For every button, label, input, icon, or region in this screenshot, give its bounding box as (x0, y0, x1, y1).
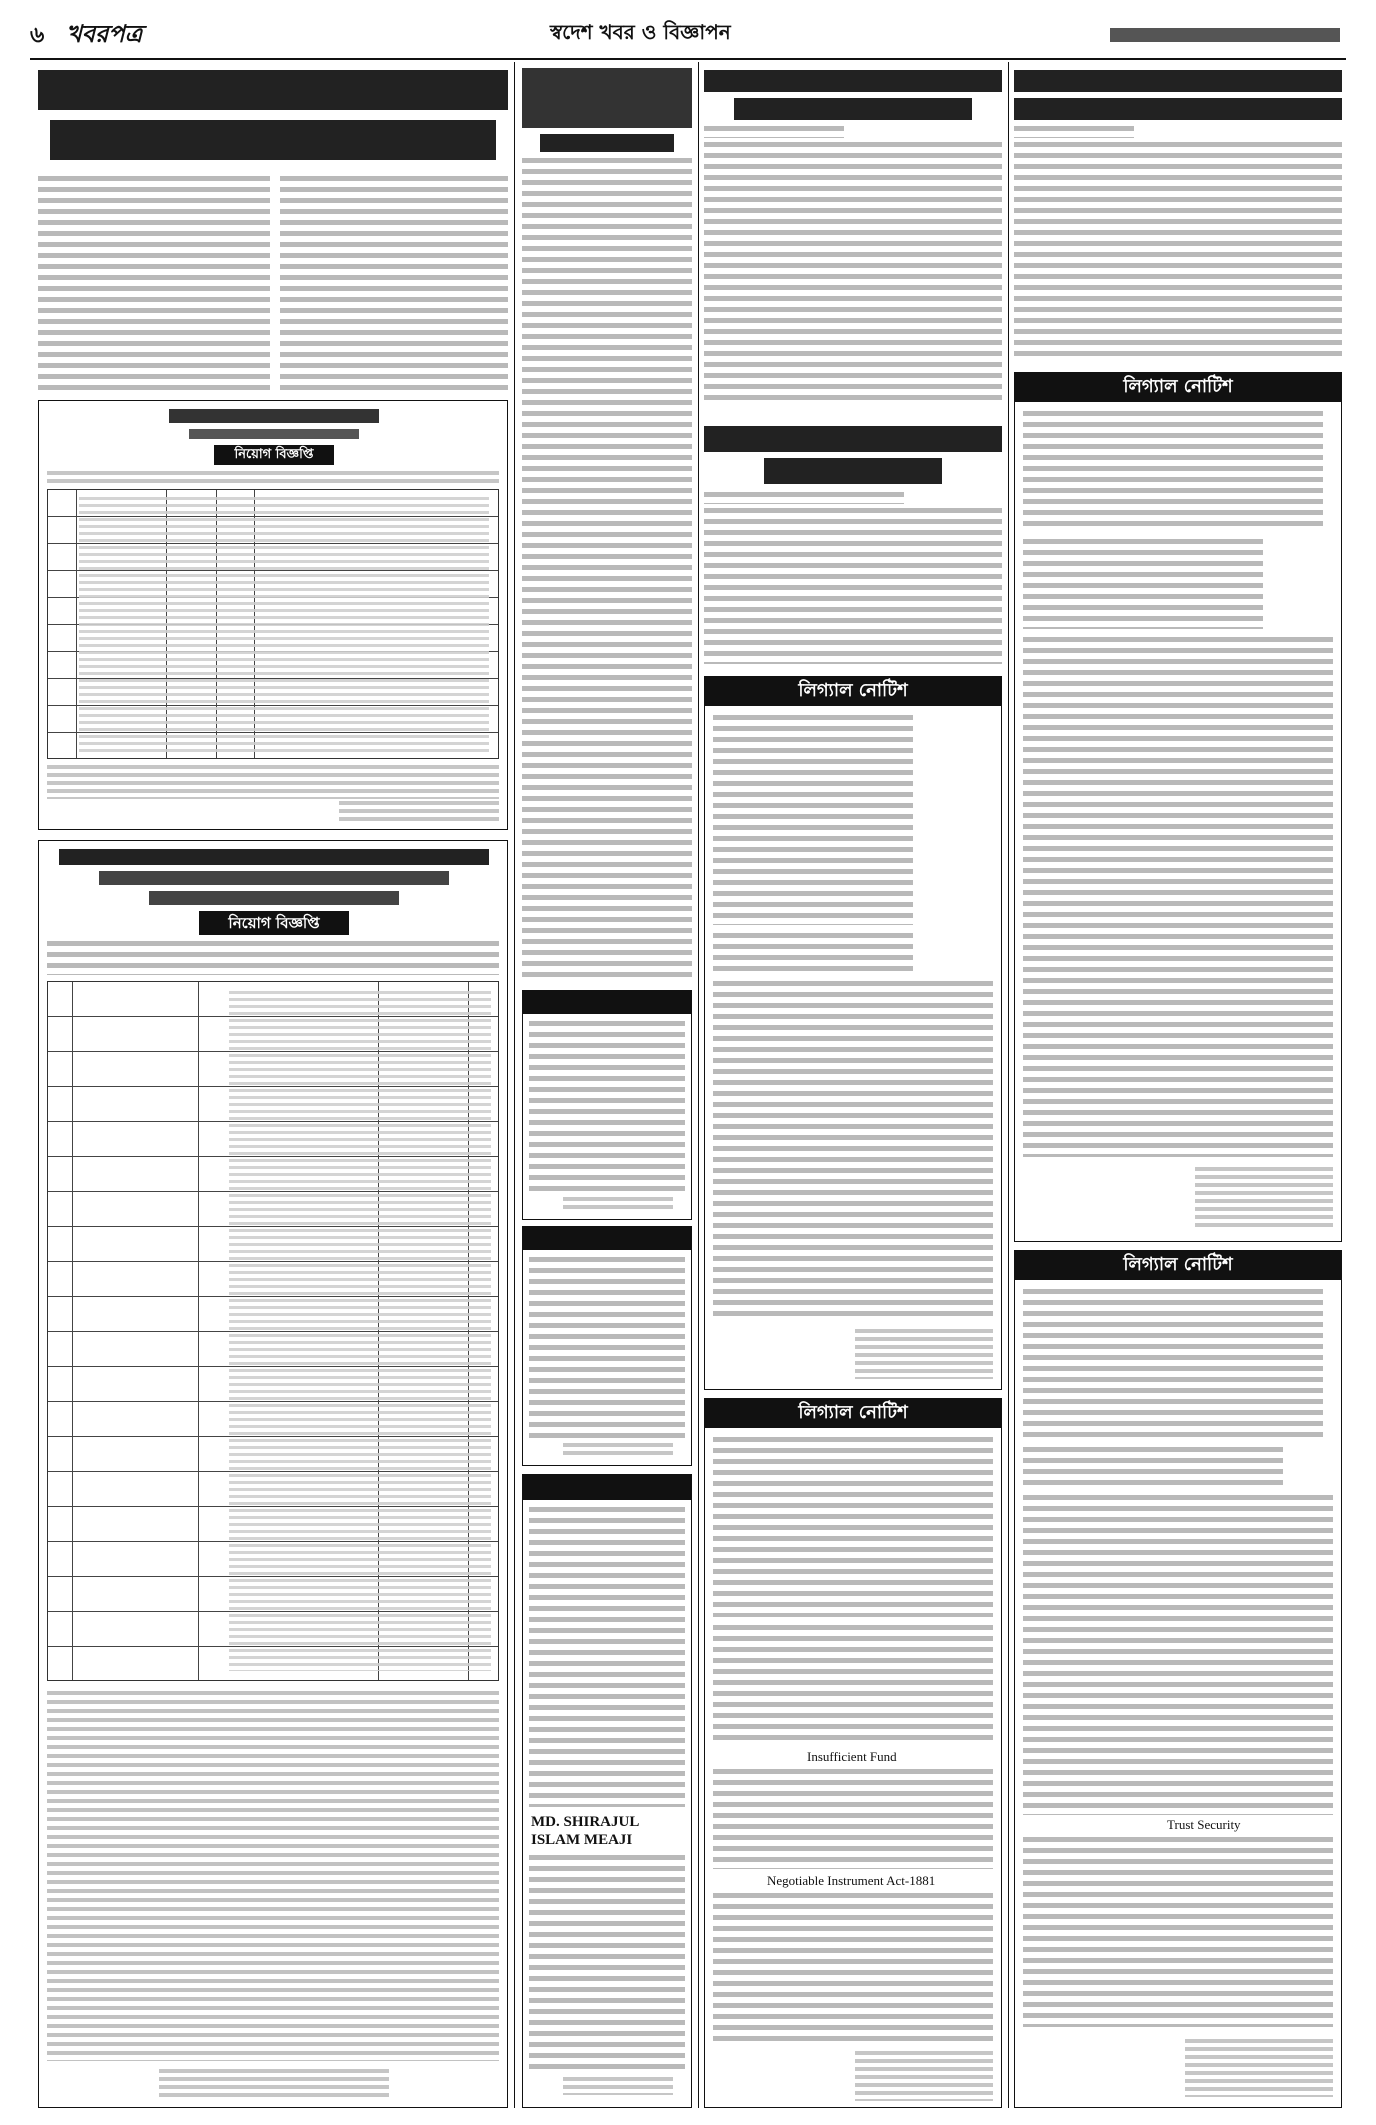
ganja-headline-1 (704, 426, 1002, 452)
dateline (1110, 28, 1340, 42)
masthead-rule (30, 58, 1346, 60)
legal-notice-col4-2-recipient (1023, 1289, 1323, 1439)
food-fine-body (1014, 142, 1342, 360)
paper-name-logo: খবরপত্র (66, 20, 143, 48)
affidavit-title (522, 1474, 692, 1500)
legal-notice-col3-1-sender (713, 933, 913, 973)
lost-notice-2-title (522, 1226, 692, 1250)
ganja-headline-2 (764, 458, 942, 484)
madrasa-footnote (47, 765, 499, 799)
legal-notice-col4-2 (1014, 1250, 1342, 2108)
masthead (30, 14, 1346, 58)
madrasa-intro (47, 471, 499, 485)
prayer-story-body (704, 142, 1002, 406)
affidavit-english-name: MD. SHIRAJUL ISLAM MEAJI (529, 1813, 689, 1849)
legal-notice-col4-1-title: লিগ্যাল নোটিশ (1014, 372, 1342, 402)
legal-notice-col3-1-title: লিগ্যাল নোটিশ (704, 676, 1002, 706)
college-recruitment-title: নিয়োগ বিজ্ঞপ্তি (199, 911, 349, 935)
legal-notice-col3-1 (704, 676, 1002, 1390)
prayer-dateline (704, 126, 844, 138)
legal-notice-col4-2-body-2 (1023, 1837, 1333, 2027)
legal-notice-col4-1-body (1023, 637, 1333, 1157)
bank-strike-story (522, 180, 692, 980)
madrasa-recruitment-ad (38, 400, 508, 830)
madrasa-address (189, 429, 359, 439)
lost-notice-2-signature (563, 1443, 673, 1459)
affidavit-body-top (529, 1507, 685, 1807)
legal-notice-col3-2-body-2 (713, 1769, 993, 1869)
negotiable-act-term: Negotiable Instrument Act-1881 (767, 1873, 936, 1888)
lost-notice-1 (522, 990, 692, 1220)
lost-notice-1-body (529, 1021, 685, 1191)
madrasa-signature (339, 801, 499, 825)
legal-notice-col4-2-title: লিগ্যাল নোটিশ (1014, 1250, 1342, 1280)
bank-strike-subhead (540, 134, 674, 152)
legal-notice-col3-1-body (713, 981, 993, 1321)
legal-notice-col3-2 (704, 1398, 1002, 2108)
college-table-text (229, 991, 491, 1671)
ganja-dateline (704, 492, 904, 504)
lost-notice-2-body (529, 1257, 685, 1439)
legal-notice-col4-2-signature (1185, 2039, 1333, 2097)
college-name (59, 849, 489, 865)
insufficient-fund-term: Insufficient Fund (807, 1749, 897, 1764)
section-title: স্বদেশ খবর ও বিজ্ঞাপন (550, 20, 731, 44)
legal-notice-col4-1-signature (1195, 1167, 1333, 1227)
madrasa-table-text (79, 497, 489, 753)
legal-notice-col4-2-body-1 (1023, 1495, 1333, 1815)
food-fine-headline-2 (1014, 98, 1342, 120)
lost-notice-1-title (522, 990, 692, 1014)
food-fine-dateline (1014, 126, 1134, 138)
lost-notice-1-signature (563, 1197, 673, 1213)
college-address-1 (99, 871, 449, 885)
legal-notice-col4-1-sender (1023, 539, 1263, 629)
college-intro (47, 941, 499, 975)
college-application-rules (47, 1691, 499, 2061)
headline-line-2 (50, 120, 496, 160)
prayer-headline-1 (704, 70, 1002, 92)
bank-strike-dateline (522, 158, 692, 174)
legal-notice-col3-2-signature (855, 2051, 993, 2101)
lost-notice-2 (522, 1226, 692, 1466)
prayer-headline-2 (734, 98, 972, 120)
madrasa-recruitment-title: নিয়োগ বিজ্ঞপ্তি (214, 445, 334, 465)
legal-notice-col3-1-signature (855, 1329, 993, 1379)
col-divider-1 (514, 62, 515, 2108)
ganja-arrest-story (704, 420, 1002, 670)
legal-notice-col3-2-body-3 (713, 1893, 993, 2043)
ayurvedic-college-ad (38, 840, 508, 2108)
col-divider-2 (698, 62, 699, 2108)
affidavit-notice (522, 1474, 692, 2108)
bank-strike-headline (522, 68, 692, 128)
trust-security-term: Trust Security (1167, 1817, 1241, 1832)
headline-line-1 (38, 70, 508, 110)
page-number: ৬ (30, 23, 45, 48)
legal-notice-col3-2-recipient (713, 1437, 993, 1617)
lead-story-right-col (280, 176, 508, 394)
college-address-2 (149, 891, 399, 905)
prayer-story (704, 66, 1002, 416)
college-signature (159, 2069, 389, 2099)
food-fine-headline-1 (1014, 70, 1342, 92)
legal-notice-col4-2-sender (1023, 1447, 1283, 1487)
legal-notice-col4-1 (1014, 372, 1342, 1242)
legal-notice-col3-1-recipient (713, 715, 913, 925)
food-fine-story (1014, 66, 1342, 366)
col-divider-3 (1008, 62, 1009, 2108)
legal-notice-col3-2-title: লিগ্যাল নোটিশ (704, 1398, 1002, 1428)
affidavit-body-bottom (529, 1855, 685, 2069)
legal-notice-col4-1-recipient (1023, 411, 1323, 531)
legal-notice-col3-2-body-1 (713, 1625, 993, 1745)
madrasa-name (169, 409, 379, 423)
lead-headline (38, 66, 508, 166)
affidavit-signature (563, 2077, 673, 2095)
ganja-story-body (704, 508, 1002, 664)
lead-story-left-col (38, 176, 270, 394)
